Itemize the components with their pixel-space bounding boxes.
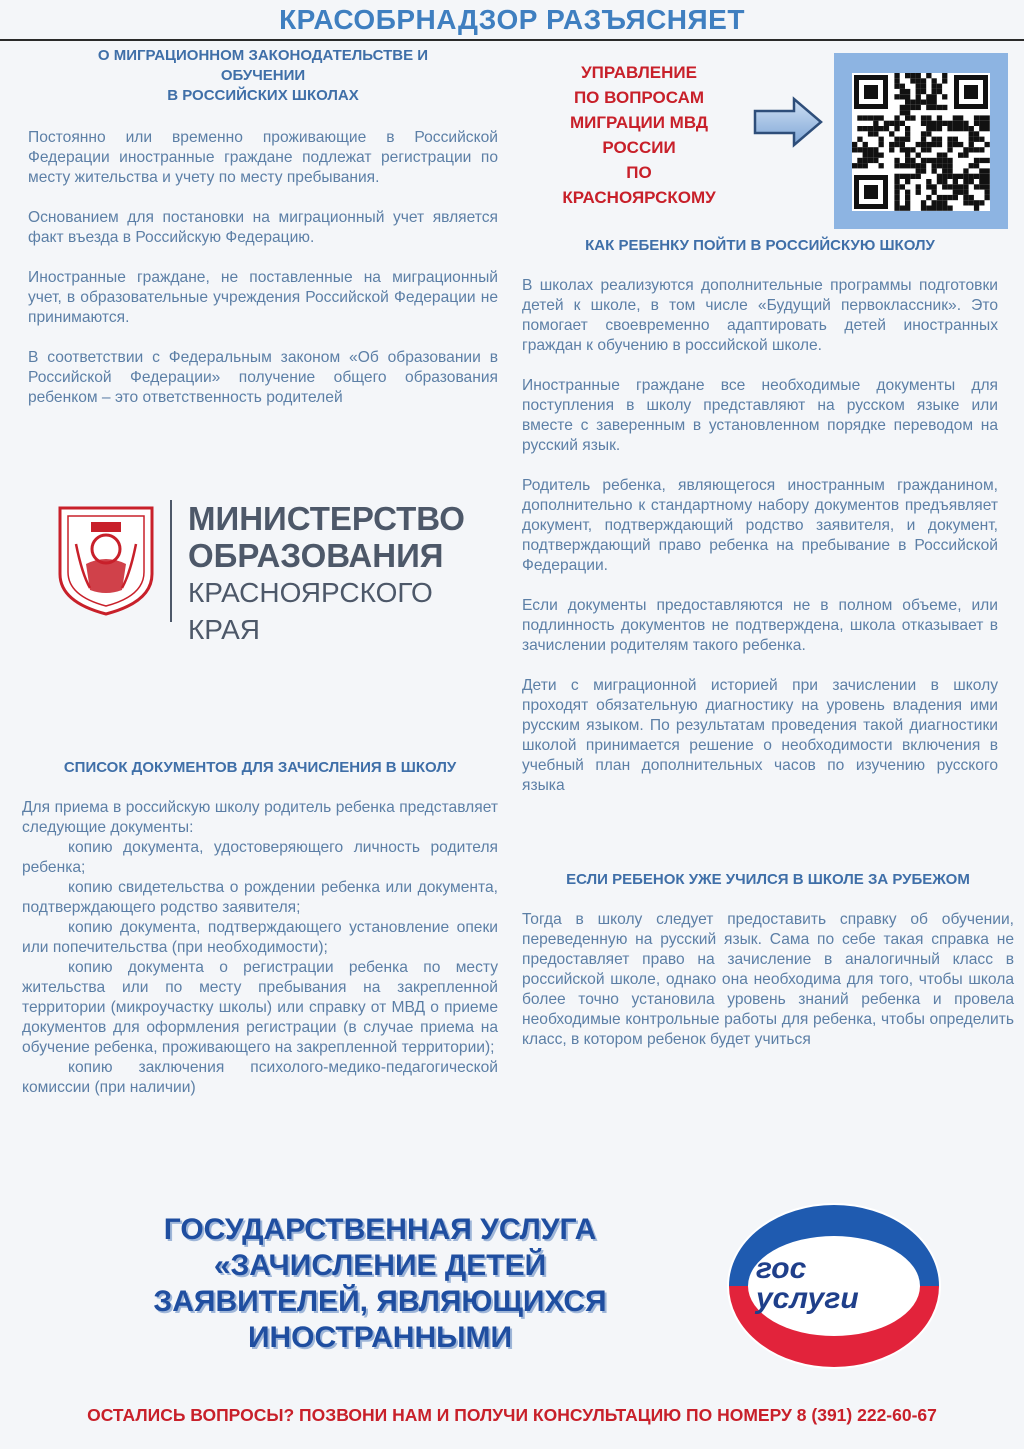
office-line: ПО ВОПРОСАМ xyxy=(573,88,705,107)
paragraph: В школах реализуются дополнительные программы подготовки детей к школе, в том числе «Будущий первоклассник». Это помогает своевременно адаптировать детей иностранных граждан к обучению в российской школе. xyxy=(522,277,998,354)
paragraph: Дети с миграционной историей при зачислении в школу проходят обязательную диагностику на уровень владения ими русским языком. По результатам проведения такой диагностики школой принимается решение о необходимости включения в учебный план дополнительных часов по изучению русского языка xyxy=(522,677,998,794)
service-line: ЗАЯВИТЕЛЕЙ, ЯВЛЯЮЩИХСЯ xyxy=(153,1285,607,1318)
footer-contact: ОСТАЛИСЬ ВОПРОСЫ? ПОЗВОНИ НАМ И ПОЛУЧИ КОНСУЛЬТАЦИЮ ПО НОМЕРУ 8 (391) 222-60-67 xyxy=(87,1405,937,1425)
logo-text xyxy=(756,1254,916,1314)
ministry-line: КРАСНОЯРСКОГО xyxy=(188,577,433,608)
header-divider xyxy=(0,39,1024,41)
paragraph: Постоянно или временно проживающие в Российской Федерации иностранные граждане подлежат регистрации по месту жительства и учету по месту пребывания. xyxy=(28,129,498,186)
list-item: копию заключения психолого-медико-педагогической комиссии (при наличии) xyxy=(22,1059,498,1096)
ministry-line: ОБРАЗОВАНИЯ xyxy=(188,537,444,574)
service-line: «ЗАЧИСЛЕНИЕ ДЕТЕЙ xyxy=(213,1249,547,1282)
service-title xyxy=(130,1212,630,1356)
section-migration-law xyxy=(28,46,498,408)
list-item: копию документа о регистрации ребенка по месту жительства или по месту пребывания на закрепленной территории (микроучастку школы) или справку от МВД о приеме документов для оформления регистрации (в случае приема на обучение ребенка, проживающего на закрепленной территории); xyxy=(22,959,498,1056)
ministry-line: КРАЯ xyxy=(188,614,261,645)
list-item: копию документа, подтверждающего установление опеки или попечительства (при необходимости); xyxy=(22,919,498,956)
logo-divider xyxy=(170,500,172,622)
paragraph: Если документы предоставляются не в полном объеме, или подлинность документов не подтверждена, школа отказывает в зачислении родителям такого ребенка. xyxy=(522,597,998,654)
section-heading: ЕСЛИ РЕБЕНОК УЖЕ УЧИЛСЯ В ШКОЛЕ ЗА РУБЕЖОМ xyxy=(566,871,970,888)
section-heading: КАК РЕБЕНКУ ПОЙТИ В РОССИЙСКУЮ ШКОЛУ xyxy=(585,237,935,254)
section-documents-list xyxy=(22,758,498,1098)
logo-line: услуги xyxy=(756,1282,859,1315)
qr-code-panel[interactable] xyxy=(834,53,1008,229)
section-heading xyxy=(28,46,498,106)
section-studied-abroad xyxy=(522,870,1014,1050)
paragraph: Иностранные граждане все необходимые документы для поступления в школу представляют на русском языке или вместе с заверенным в установленном порядке переводом на русский язык. xyxy=(522,377,998,454)
paragraph: Родитель ребенка, являющегося иностранным гражданином, дополнительно к стандартному набору документов предъявляет документ, подтверждающий родство заявителя, и документ, подтверждающий право ребенка на пребывание в Российской Федерации. xyxy=(522,477,998,574)
paragraph: В соответствии с Федеральным законом «Об образовании в Российской Федерации» получение общего образования ребенком – это ответственность родителей xyxy=(28,349,498,406)
section-how-to-enroll xyxy=(522,236,998,796)
office-line: МИГРАЦИИ МВД xyxy=(569,113,709,132)
office-line: КРАСНОЯРСКОМУ xyxy=(562,188,716,207)
list-item: копию документа, удостоверяющего личность родителя ребенка; xyxy=(22,839,498,876)
qr-code-icon[interactable] xyxy=(852,73,990,211)
section-heading: СПИСОК ДОКУМЕНТОВ ДЛЯ ЗАЧИСЛЕНИЯ В ШКОЛУ xyxy=(63,759,457,776)
migration-office-title xyxy=(534,60,744,210)
paragraph: Для приема в российскую школу родитель ребенка представляет следующие документы: xyxy=(22,799,498,836)
paragraph: Тогда в школу следует предоставить справку об обучении, переведенную на русский язык. Сама по себе такая справка не предоставляет право на зачисление в аналогичный класс в российской школе, однако она необходима для того, чтобы школа более точно установила уровень знаний ребенка и провела необходимые контрольные работы для ребенка, чтобы определить класс, в котором ребенок будет учиться xyxy=(522,911,1014,1048)
office-line: РОССИИ xyxy=(602,138,676,157)
list-item: копию свидетельства о рождении ребенка или документа, подтверждающего родство заявителя; xyxy=(22,879,498,916)
ministry-line: МИНИСТЕРСТВО xyxy=(188,500,465,537)
heading-line: В РОССИЙСКИХ ШКОЛАХ xyxy=(167,87,359,104)
gosuslugi-logo-icon[interactable] xyxy=(726,1202,942,1370)
heading-line: ОБУЧЕНИИ xyxy=(220,67,306,84)
service-line: ГОСУДАРСТВЕННАЯ УСЛУГА xyxy=(163,1213,597,1246)
coat-of-arms-icon xyxy=(56,504,156,616)
ministry-name xyxy=(188,500,465,648)
page-title: КРАСОБРНАДЗОР РАЗЪЯСНЯЕТ xyxy=(279,4,745,35)
office-line: УПРАВЛЕНИЕ xyxy=(581,63,697,82)
paragraph: Основанием для постановки на миграционный учет является факт въезда в Российскую Федерацию. xyxy=(28,209,498,246)
arrow-right-icon xyxy=(752,96,824,148)
ministry-logo xyxy=(56,500,476,645)
heading-line: О МИГРАЦИОННОМ ЗАКОНОДАТЕЛЬСТВЕ И xyxy=(97,47,429,64)
office-line: ПО xyxy=(626,163,652,182)
service-line: ИНОСТРАННЫМИ xyxy=(247,1321,513,1354)
paragraph: Иностранные граждане, не поставленные на миграционный учет, в образовательные учреждения Российской Федерации не принимаются. xyxy=(28,269,498,326)
logo-line: гос xyxy=(756,1252,807,1285)
